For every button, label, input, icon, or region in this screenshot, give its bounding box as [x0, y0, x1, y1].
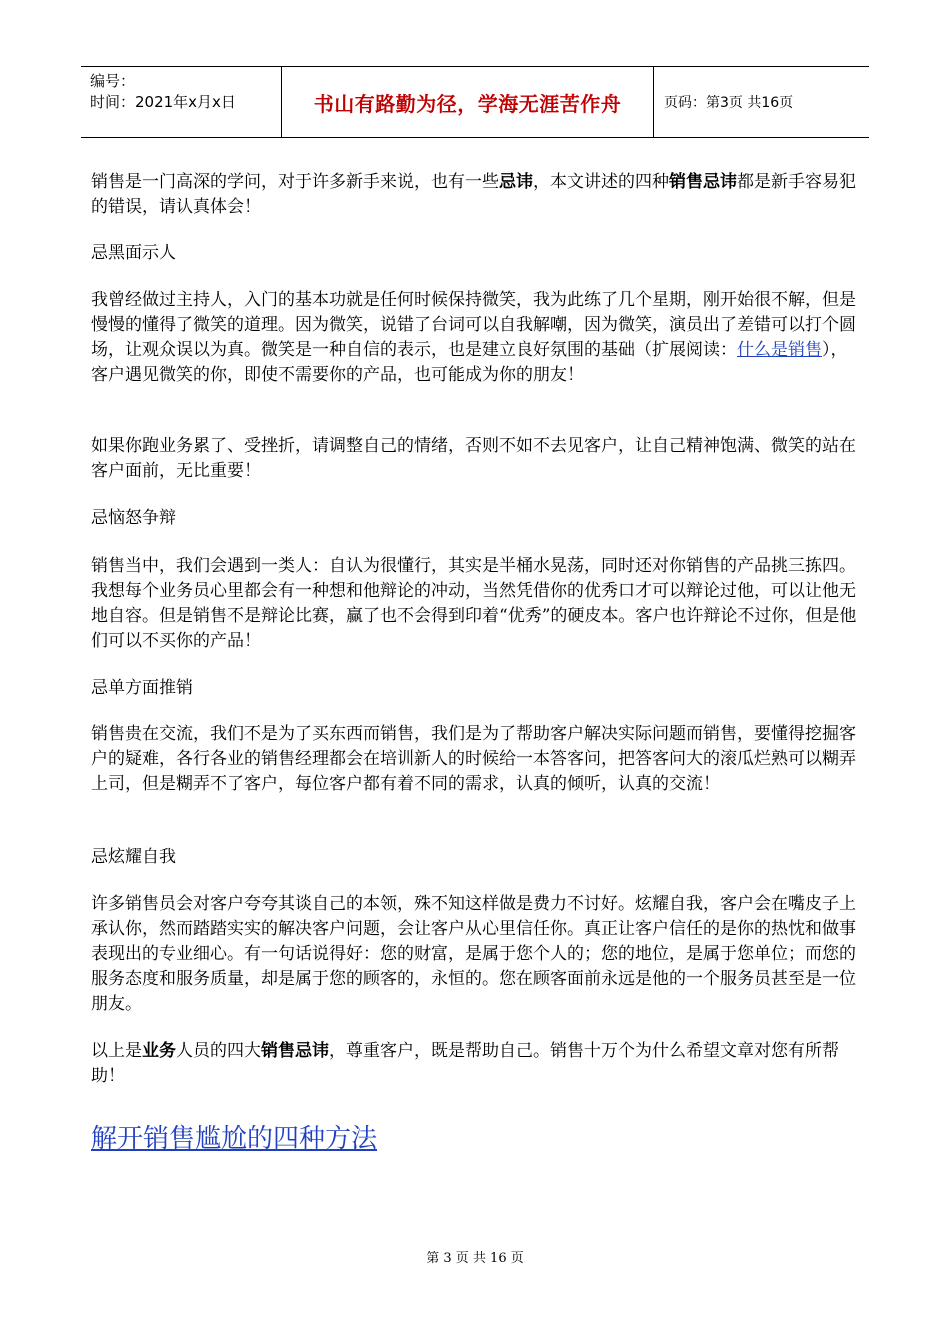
- section1-paragraph: [91, 288, 861, 388]
- header-meta: [81, 67, 281, 137]
- section1-text-1: 我曾经做过主持人，入门的基本功就是任何时候保持微笑，我为此练了几个星期，刚开始很不解，但是慢慢的懂得了微笑的道理。因为微笑，说错了台词可以自我解嘲，因为微笑，演员出了差错可以打个圆场，让观众误以为真。微笑是一种自信的表示，也是建立良好氛围的基础（扩展阅读：: [91, 290, 856, 360]
- section1-text-2: ），客户遇见微笑的你，即使不需要你的产品，也可能成为你的朋友！: [91, 340, 848, 385]
- section2-paragraph: 销售当中，我们会遇到一类人：自认为很懂行，其实是半桶水晃荡，同时还对你销售的产品挑三拣四。我想每个业务员心里都会有一种想和他辩论的冲动，当然凭借你的优秀口才可以辩论过他，可以让他无地自容。但是销售不是辩论比赛，赢了也不会得到印着“优秀”的硬皮本。客户也许辩论不过你，但是他们可以不买你的产品！: [91, 556, 857, 651]
- conclusion-bold-2: 销售忌讳: [261, 1041, 329, 1061]
- intro-bold-2: 销售忌讳: [669, 172, 737, 192]
- time-label: 时间：2021年x月x日: [90, 93, 236, 111]
- next-article-link[interactable]: 解开销售尴尬的四种方法: [91, 1124, 378, 1154]
- section-heading-1: 忌黑面示人: [91, 243, 176, 263]
- conclusion-paragraph: [91, 1039, 861, 1089]
- section3-paragraph: 销售贵在交流，我们不是为了买东西而销售，我们是为了帮助客户解决实际问题而销售，要懂得挖掘客户的疑难，各行各业的销售经理都会在培训新人的时候给一本答客问，把答客问大的滚瓜烂熟可以糊弄上司，但是糊弄不了客户，每位客户都有着不同的需求，认真的倾听，认真的交流！: [91, 724, 856, 794]
- intro-text-3: 都是新手容易犯的错误，请认真体会！: [91, 172, 856, 217]
- document-header: [81, 66, 869, 138]
- page-footer: 第 3 页 共 16 页: [426, 1251, 524, 1266]
- section-heading-2: 忌恼怒争辩: [91, 508, 176, 528]
- intro-text-2: ，本文讲述的四种: [533, 172, 669, 192]
- intro-text-1: 销售是一门高深的学问，对于许多新手来说，也有一些: [91, 172, 499, 192]
- conclusion-text-1: 以上是: [91, 1041, 142, 1061]
- conclusion-text-3: ，尊重客户，既是帮助自己。销售十万个为什么希望文章对您有所帮助！: [91, 1041, 839, 1086]
- section-heading-3: 忌单方面推销: [91, 678, 193, 698]
- conclusion-text-2: 人员的四大: [176, 1041, 261, 1061]
- header-motto: 书山有路勤为径，学海无涯苦作舟: [281, 67, 654, 137]
- section1-paragraph-2: 如果你跑业务累了、受挫折，请调整自己的情绪，否则不如不去见客户，让自己精神饱满、微笑的站在客户面前，无比重要！: [91, 436, 856, 481]
- header-page-info: 页码：第3页 共16页: [664, 95, 794, 111]
- intro-paragraph: [91, 170, 861, 220]
- conclusion-bold-1: 业务: [142, 1041, 176, 1061]
- inline-article-link[interactable]: 什么是销售: [737, 340, 822, 360]
- section4-paragraph: 许多销售员会对客户夸夸其谈自己的本领，殊不知这样做是费力不讨好。炫耀自我，客户会在嘴皮子上承认你，然而踏踏实实的解决客户问题，会让客户从心里信任你。真正让客户信任的是你的热忱和做事表现出的专业细心。有一句话说得好：您的财富，是属于您个人的；您的地位，是属于您单位；而您的服务态度和服务质量，却是属于您的顾客的，永恒的。您在顾客面前永远是他的一个服务员甚至是一位朋友。: [91, 894, 856, 1014]
- number-label: 编号：: [90, 72, 136, 90]
- section-heading-4: 忌炫耀自我: [91, 847, 176, 867]
- intro-bold-1: 忌讳: [499, 172, 533, 192]
